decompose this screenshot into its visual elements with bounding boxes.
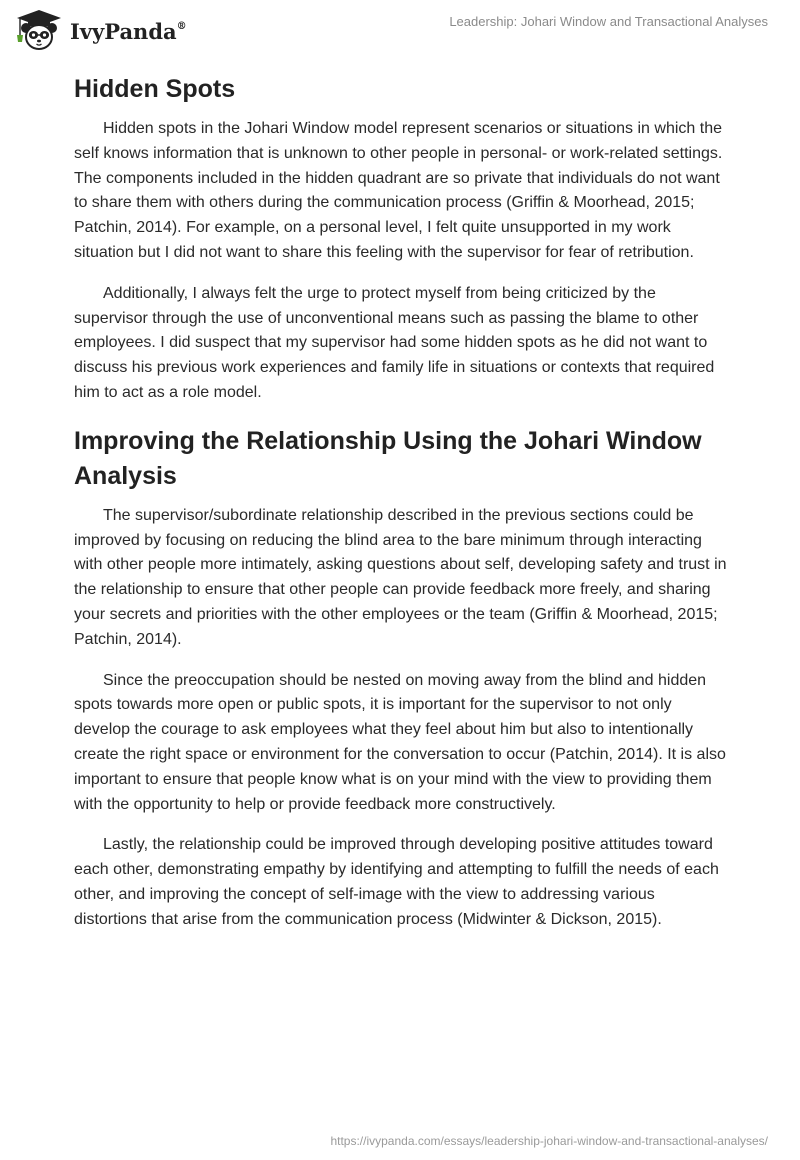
- paragraph: The supervisor/subordinate relationship described in the previous sections could be improved by focusing on reducing the blind area to the bare minimum through interacting with other people more intimately, asking questions about self, developing safety and trust in the relationship to ensure that other people can provide feedback more freely, and sharing your secrets and priorities with the other employees or the team (Griffin & Moorhead, 2015; Patchin, 2014).: [74, 506, 727, 648]
- paragraph: Hidden spots in the Johari Window model represent scenarios or situations in which the self knows information that is unknown to other people in personal- or work-related settings. The components included in the hidden quadrant are so private that individuals do not want to share them with others during the communication process (Griffin & Moorhead, 2015; Patchin, 2014). For example, on a personal level, I felt quite unsupported in my work situation but I did not want to share this feeling with the supervisor for fear of retribution.: [74, 120, 723, 261]
- brand-name: IvyPanda®: [70, 18, 187, 44]
- paragraph: Additionally, I always felt the urge to protect myself from being criticized by the supervisor through the use of unconventional means such as passing the blame to other employees. I did suspect that my supervisor had some hidden spots as he did not want to discuss his previous work experiences and family life in situations or contexts that required him to act as a role model.: [74, 284, 715, 401]
- source-url[interactable]: https://ivypanda.com/essays/leadership-johari-window-and-transactional-analyses/: [330, 1134, 768, 1148]
- paragraph: Lastly, the relationship could be improved through developing positive attitudes toward each other, demonstrating empathy by identifying and attempting to fulfill the needs of each other, and improving the concept of self-image with the view to addressing various distortions that arise from the communication process (Midwinter & Dickson, 2015).: [74, 836, 719, 928]
- brand-logo[interactable]: [14, 8, 187, 52]
- section-heading-improving-relationship: Improving the Relationship Using the Johari Window Analysis: [74, 426, 702, 490]
- essay-body: [74, 72, 728, 949]
- panda-graduation-cap-icon: [14, 8, 64, 52]
- running-title: Leadership: Johari Window and Transactional Analyses: [449, 14, 768, 29]
- page-header: [0, 0, 800, 60]
- paragraph: Since the preoccupation should be nested on moving away from the blind and hidden spots towards more open or public spots, it is important for the supervisor to not only develop the courage to ask employees what they feel about him but also to intentionally create the right space or environment for the conversation to occur (Patchin, 2014). It is also important to ensure that people know what is on your mind with the view to providing them with the opportunity to help or provide feedback more constructively.: [74, 671, 726, 813]
- section-heading-hidden-spots: Hidden Spots: [74, 75, 236, 103]
